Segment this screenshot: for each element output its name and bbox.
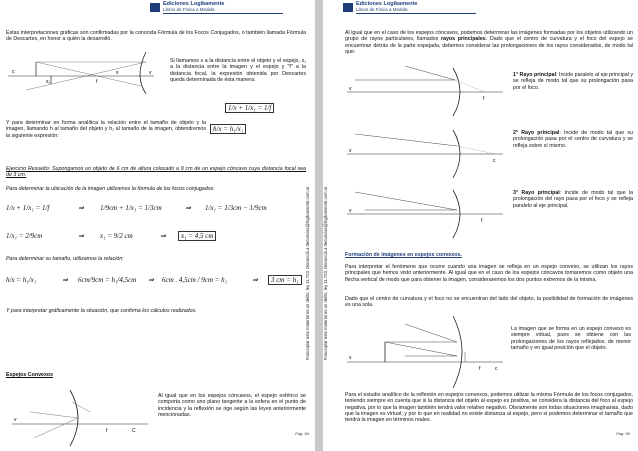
convex-label-f: f [106,428,108,434]
formula-size: h/x = h₁/x₁ [210,124,246,134]
image-label-f: f [479,366,481,372]
ray3-text: : Incide de modo tal que la prolongación del rayo pasa por el foco y se refleja paralelo al eje principal. [513,190,633,209]
ray1-text: : Incide paralelo al eje principal y se refleja de modo tal que su prolongación pasa por el foco. [513,72,633,91]
copyright-notice-right: Fotocopiar este material es un delito, ley 11.723, Denunciá a denuncias@logikamente.com.ar [323,186,328,360]
eq-row2-a: 1/x₁ = 2/9cm [6,232,43,240]
eq-row1-arrow2: ⇒ [185,204,191,212]
eq-row2-result: x₁ = 4,5 cm [178,231,216,241]
formula-conjugate-foci: 1/x + 1/x₁ = 1/f [225,103,274,113]
images-paragraph-2: Dado que el centro de curvatura y el foco no se encuentran del lado del objeto, la posibilidad de formación de imágenes es una sola. [345,296,633,309]
intro-right-c: . Dado que el centro de curvatura y el foco del espejo se encuentran detrás de la parte espejada, debemos considerar las prolongaciones de los rayos considerados, de modo tal que: [345,36,633,55]
image-box-paragraph: La imagen que se forma en un espejo convexo es siempre virtual, pues se obtiene con las prolongaciones de los rayos reflejados, de menor tamaño y en igual posición que el objeto. [511,326,631,351]
right-page [323,0,638,451]
header-rule [356,13,476,14]
ray1-label-f: f [483,96,485,102]
convex-image-diagram [345,312,505,390]
page-header [150,2,224,12]
header-brand: Ediciones Logikamente [163,1,225,7]
convex-label-c: C [132,428,136,434]
descartes-paragraph: Si llamamos x a la distancia entre el objeto y el espejo, x₁ a la distancia entre la imagen y el espejo y "f" a la distancia focal, la expresión obtenida por Descartes queda determinada de ésta manera: [170,58,306,83]
step1-text: Para determinar la ubicación de la imagen utilizamos la fórmula de los focos conjugados: [6,186,215,192]
eq-row3-c: 6cm . 4,5cm / 9cm = h₁ [162,276,228,284]
eq-row2-arrow2: ⇒ [160,232,166,240]
ray2-text: : Incide de modo tal que su prolongación pasa por el centro de curvatura y se refleja sobre sí mismo. [513,130,633,149]
eq-row1-c: 1/x₁ = 1/3cm − 1/9cm [205,204,267,212]
header-brand-right: Ediciones Logikamente [356,1,418,7]
ray3-label-v: v [349,208,352,214]
left-page [0,0,315,451]
eq-row3-a: h/x = h₁/x₁ [6,276,37,284]
ray3-paragraph [513,190,633,209]
image-label-c: c [495,366,498,372]
header-subtitle-right: Libros de Física a Medida [356,7,408,12]
eq-row1-a: 1/x + 1/x₁ = 1/f [6,204,50,212]
ray1-diagram [347,66,503,116]
ray3-title: 3° Rayo principal [513,190,560,196]
copyright-notice-left: Fotocopiar este material es un delito, ley 11.723, Denunciá a denuncias@logikamente.com.ar [305,186,310,360]
copyright-sidebar-right [323,100,331,360]
intro-right-paragraph [345,30,633,55]
ray1-paragraph [513,72,633,91]
images-paragraph-1: Para interpretar el fenómeno que ocurre cuando una imagen se refleja en un espejo convexo, se utilizan los rayos principales que hemos visto anteriormente. Al igual que en el caso de los espejos cóncavos tomaremos como objeto una flecha vertical de modo que para obtener la imagen, consideraremos los dos puntos extremos de la misma. [345,264,633,283]
intro-right-a: Al igual que en el caso de los espejos cóncavos, podemos determinar las imágenes formadas por los objetos utilizando un grupo de rayos particulares, llamados [345,30,633,43]
ray2-title: 2° Rayo principal [513,130,560,136]
eq-row1-arrow1: ⇒ [78,204,84,212]
diagram-label-x: x [116,70,119,76]
eq-row3-result: 3 cm = h₁ [268,275,302,285]
convex-section-title: Espejos Convexos [6,372,54,378]
eq-row3-arrow3: ⇒ [252,276,258,284]
eq-row3-arrow2: ⇒ [148,276,154,284]
image-label-v: v [349,355,352,361]
ray3-label-f: f [481,218,483,224]
page-number-right: Pag. 95 [616,431,630,436]
ray3-diagram [347,190,503,238]
example-title: Ejercicio Resuelto: Supongamos un objeto de 6 cm de altura colocado a 9 cm de un espejo cóncavo cuya distancia focal sea de 3 cm. [6,166,306,179]
convex-paragraph: Al igual que en los espejos cóncavos, el espejo esférico se comporta como uno plano tangente a la esfera en el punto de incidencia y la reflexión se rige según las leyes anteriormente mencionadas. [158,393,306,418]
convex-label-v: v [14,417,17,423]
copyright-sidebar-left [305,100,313,360]
intro-right-b: rayos principales [440,36,486,43]
eq-row2-b: x₁ = 9/2 cm [100,232,133,240]
diagram-label-x1: x₁ [46,79,51,85]
logo-icon [150,3,160,12]
diagram-label-f: f [96,79,98,85]
ray2-diagram [347,130,503,178]
logo-icon [343,3,353,12]
ray2-paragraph [513,130,633,149]
step3-text: Y para interpretar gráficamente la situación, que confirma los cálculos realizados. [6,308,197,314]
convex-mirror-diagram [10,388,150,448]
final-paragraph: Para el estudio analítico de la reflexión en espejos convexos, podemos utilizar la misma Fórmula de los focos conjugados, teniendo siempre en cuenta que si la distancia del objeto al espejo es positiva, se considera la distancia del foco al espejo negativa, por lo que la imagen también tendrá valor relativo negativo. Obviamente son todas situaciones imaginarias, dado que la imagen es virtual, y por lo que en realidad no existe distancia al espejo, pero sí podemos determinar el tamaño que tendrá la imagen en términos reales. [345,392,633,424]
ray1-title: 1° Rayo principal [513,72,557,78]
eq-row3-b: 6cm/9cm = h₁/4,5cm [78,276,137,284]
diagram-label-v: v [149,70,152,76]
diagram-label-c: c [12,69,15,75]
principal-rays-diagrams [345,62,505,242]
eq-row2-arrow1: ⇒ [78,232,84,240]
page-number-left: Pag. 94 [295,431,309,436]
eq-row1-b: 1/9cm + 1/x₁ = 1/3cm [100,204,162,212]
concave-diagram [6,50,156,96]
ray2-label-c: c [493,158,496,164]
example-paragraph [6,166,306,179]
intro-paragraph: Estas interpretaciones gráficas son confirmadas por la conocida Fórmula de los Focos Conjugados, o también llamada Fórmula de Descartes, en honor a quién la desarrolló. [6,30,306,43]
images-section-title: Formación de imágenes en espejos convexos. [345,252,462,258]
ray1-label-v: v [349,86,352,92]
ray2-label-v: v [349,148,352,154]
size-paragraph: Y para determinar en forma analítica la relación entre el tamaño de objeto y la imagen, llamando h al tamaño del objeto y h₁ al tamaño de la imagen, obtendremos la siguiente expresión: [6,120,206,139]
header-rule [163,13,283,14]
step2-text: Para determinar su tamaño, utilizamos la relación: [6,256,124,262]
header-subtitle: Libros de Física a Medida [163,7,215,12]
eq-row3-arrow1: ⇒ [62,276,68,284]
page-header-right [343,2,417,12]
